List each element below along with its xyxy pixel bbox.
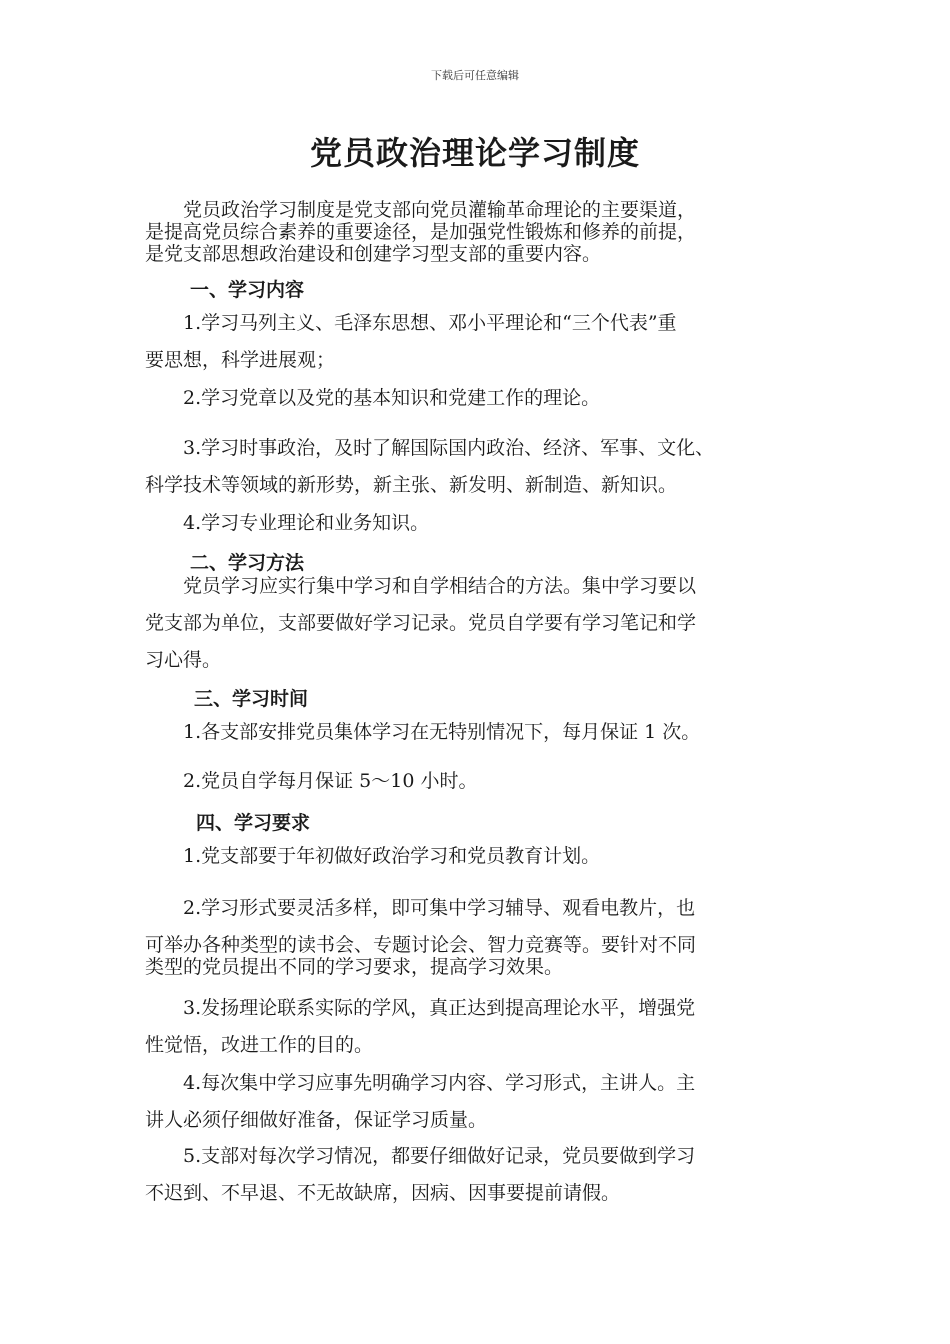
- text-line: 习心得。: [145, 649, 222, 671]
- text-line: 类型的党员提出不同的学习要求，提高学习效果。: [145, 956, 564, 978]
- text-line: 可举办各种类型的读书会、专题讨论会、智力竞赛等。要针对不同: [145, 934, 697, 956]
- time-item-1: [145, 714, 815, 751]
- text-line: 2.学习党章以及党的基本知识和党建工作的理论。: [145, 387, 601, 409]
- text-line: 要思想，科学进展观；: [145, 349, 336, 371]
- text-line: 讲人必须仔细做好准备，保证学习质量。: [145, 1109, 488, 1131]
- header-note: 下载后可任意编辑: [431, 69, 519, 82]
- text-line: 性觉悟，改进工作的目的。: [145, 1034, 374, 1056]
- content-item-1: [145, 305, 815, 379]
- time-item-2: [145, 763, 815, 800]
- content-item-2: [145, 380, 815, 417]
- method-paragraph: [145, 568, 815, 679]
- text-line: 党支部为单位，支部要做好学习记录。党员自学要有学习笔记和学: [145, 612, 697, 634]
- section-heading-content: 一、学习内容: [190, 279, 305, 301]
- text-line: 不迟到、不早退、不无故缺席，因病、因事要提前请假。: [145, 1182, 621, 1204]
- requirement-item-2: [145, 897, 815, 978]
- text-line: 党员学习应实行集中学习和自学相结合的方法。集中学习要以: [145, 575, 697, 597]
- requirement-item-4: [145, 1065, 815, 1139]
- content-item-3: [145, 430, 815, 504]
- requirement-item-5: [145, 1138, 815, 1212]
- section-heading-requirements: 四、学习要求: [196, 812, 311, 834]
- content-item-4: [145, 505, 815, 542]
- text-line: 2.党员自学每月保证 5～10 小时。: [145, 770, 478, 792]
- text-line: 党员政治学习制度是党支部向党员灌输革命理论的主要渠道，: [145, 199, 697, 221]
- text-line: 1.各支部安排党员集体学习在无特别情况下，每月保证 1 次。: [145, 721, 701, 743]
- intro-paragraph: [145, 199, 815, 265]
- requirement-item-3: [145, 990, 815, 1064]
- requirement-item-1: [145, 838, 815, 875]
- text-line: 是党支部思想政治建设和创建学习型支部的重要内容。: [145, 243, 602, 265]
- text-line: 1.学习马列主义、毛泽东思想、邓小平理论和“三个代表”重: [145, 312, 677, 334]
- section-heading-method: 二、学习方法: [190, 552, 305, 574]
- text-line: 5.支部对每次学习情况，都要仔细做好记录，党员要做到学习: [145, 1145, 696, 1167]
- text-line: 3.发扬理论联系实际的学风，真正达到提高理论水平，增强党: [145, 997, 696, 1019]
- text-line: 3.学习时事政治，及时了解国际国内政治、经济、军事、文化、: [145, 437, 715, 459]
- text-line: 4.学习专业理论和业务知识。: [145, 512, 430, 534]
- text-line: 4.每次集中学习应事先明确学习内容、学习形式，主讲人。主: [145, 1072, 696, 1094]
- text-line: 科学技术等领域的新形势，新主张、新发明、新制造、新知识。: [145, 474, 678, 496]
- text-line: 1.党支部要于年初做好政治学习和党员教育计划。: [145, 845, 601, 867]
- text-line: 是提高党员综合素养的重要途径，是加强党性锻炼和修养的前提，: [145, 221, 697, 243]
- document-title: 党员政治理论学习制度: [309, 134, 640, 172]
- text-line: 2.学习形式要灵活多样，即可集中学习辅导、观看电教片，也: [145, 897, 696, 919]
- section-heading-time: 三、学习时间: [194, 688, 309, 710]
